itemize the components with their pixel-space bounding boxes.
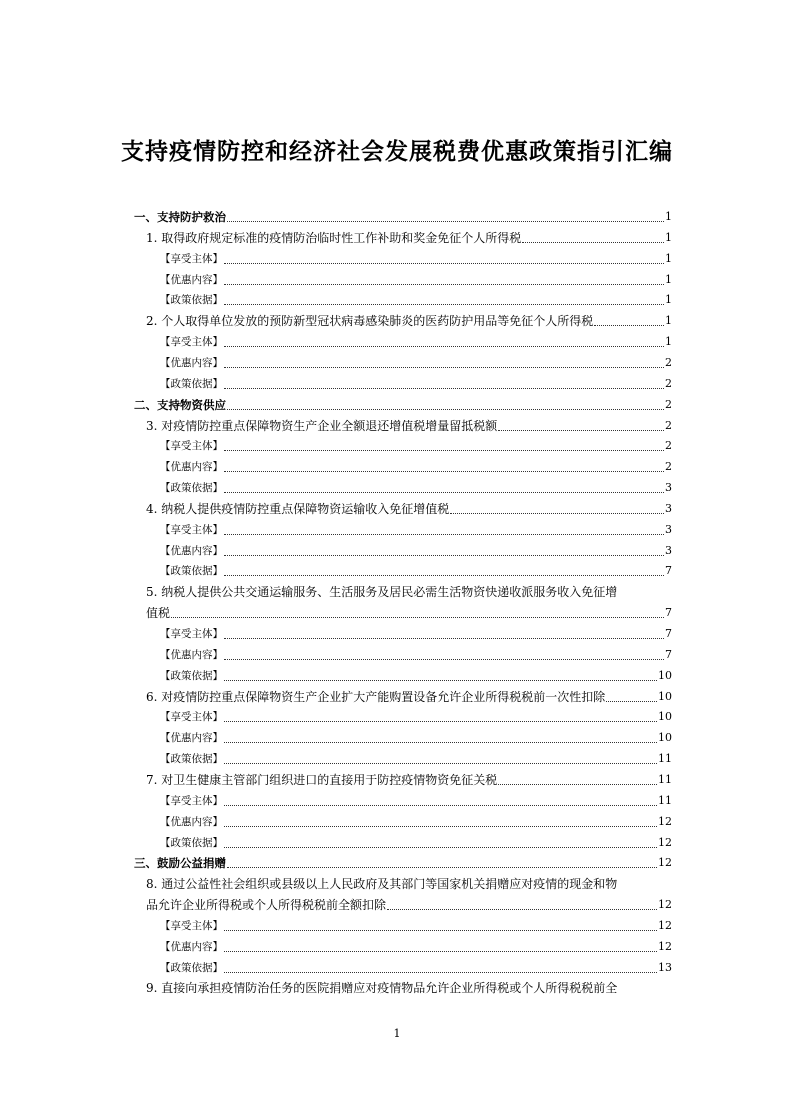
toc-entry-text: 【政策依据】 [160,836,223,849]
toc-entry[interactable] [160,457,672,477]
toc-entry-text: 【优惠内容】 [160,544,223,557]
toc-entry[interactable] [160,478,672,498]
toc-entry-text: 【享受主体】 [160,919,223,932]
dot-leader [224,930,657,931]
dot-leader [224,680,657,681]
dot-leader [227,867,657,868]
toc-entry[interactable] [146,416,672,436]
dot-leader [224,826,657,827]
toc-page-number: 3 [665,522,672,536]
toc-entry-text: 品允许企业所得税或个人所得税税前全额扣除 [146,898,387,913]
toc-entry-text: 【享受主体】 [160,440,223,453]
dot-leader [498,784,657,785]
toc-page-number: 1 [665,272,672,286]
dot-leader [224,555,664,556]
dot-leader [224,367,664,368]
toc-entry[interactable] [146,770,672,790]
toc-entry-text-line1[interactable]: 8. 通过公益性社会组织或县级以上人民政府及其部门等国家机关捐赠应对疫情的现金和物 [146,877,618,892]
toc-page-number: 12 [658,835,672,849]
toc-entry[interactable] [160,270,672,290]
toc-entry[interactable] [160,541,672,561]
toc-entry[interactable] [160,374,672,394]
toc-page-number: 3 [665,543,672,557]
toc-entry-text: 值税 [146,606,171,621]
toc-entry[interactable] [160,332,672,352]
toc-entry-text: 【优惠内容】 [160,940,223,953]
page-number: 1 [393,1027,401,1040]
dot-leader [224,763,657,764]
toc-entry-text: 【享受主体】 [160,711,223,724]
toc-entry-text: 【优惠内容】 [160,815,223,828]
toc-entry[interactable] [160,812,672,832]
toc-entry-text-line1[interactable]: 5. 纳税人提供公共交通运输服务、生活服务及居民必需生活物资快递收派服务收入免征增 [146,585,618,600]
toc-entry[interactable] [160,749,672,769]
toc-entry[interactable] [134,207,672,227]
toc-entry-text: 【政策依据】 [160,482,223,495]
toc-page-number: 2 [665,439,672,453]
dot-leader [224,721,657,722]
toc-entry-text: 1. 取得政府规定标准的疫情防治临时性工作补助和奖金免征个人所得税 [146,230,522,245]
toc-page-number: 1 [665,251,672,265]
toc-entry-text-line1[interactable]: 9. 直接向承担疫情防治任务的医院捐赠应对疫情物品允许企业所得税或个人所得税税前全 [146,981,618,996]
toc-page-number: 2 [665,397,672,411]
toc-page-number: 7 [665,564,672,578]
toc-page-number: 1 [665,210,672,223]
toc-entry-text: 【优惠内容】 [160,273,223,286]
toc-entry[interactable] [146,687,672,707]
toc-page-number: 12 [658,898,672,912]
toc-page-number: 7 [665,647,672,661]
toc-entry-text: 2. 个人取得单位发放的预防新型冠状病毒感染肺炎的医药防护用品等免征个人所得税 [146,314,594,329]
toc-entry[interactable] [134,853,672,873]
toc-page-number: 2 [665,460,672,474]
dot-leader [227,409,664,410]
toc-entry-text: 4. 纳税人提供疫情防控重点保障物资运输收入免征增值税 [146,501,450,516]
dot-leader [224,304,664,305]
toc-entry[interactable] [160,958,672,978]
toc-entry[interactable] [160,520,672,540]
toc-entry[interactable] [160,645,672,665]
dot-leader [594,325,664,326]
toc-entry[interactable] [160,916,672,936]
dot-leader [450,513,664,514]
toc-entry-text: 【享受主体】 [160,794,223,807]
toc-page-number: 1 [665,314,672,328]
toc-page-number: 1 [665,335,672,349]
dot-leader [224,847,657,848]
toc-entry[interactable] [160,249,672,269]
toc-entry-text: 7. 对卫生健康主管部门组织进口的直接用于防控疫情物资免征关税 [146,772,498,787]
dot-leader [224,388,664,389]
toc-entry[interactable] [160,666,672,686]
dot-leader [498,430,664,431]
toc-entry[interactable] [160,353,672,373]
toc-page-number: 1 [665,293,672,307]
toc-entry-text: 【优惠内容】 [160,732,223,745]
toc-entry-text: 【优惠内容】 [160,461,223,474]
toc-page-number: 12 [658,918,672,932]
toc-entry[interactable] [146,311,672,331]
toc-page-number: 2 [665,355,672,369]
dot-leader [224,805,657,806]
toc-page-number: 3 [665,501,672,515]
dot-leader [171,617,664,618]
toc-entry-text: 【优惠内容】 [160,356,223,369]
toc-entry-text: 三、鼓励公益捐赠 [134,856,226,871]
toc-entry[interactable] [160,937,672,957]
toc-page-number: 10 [658,668,672,682]
toc-entry-text: 【享受主体】 [160,252,223,265]
toc-entry[interactable] [160,833,672,853]
toc-entry-text: 【政策依据】 [160,294,223,307]
toc-entry[interactable] [160,624,672,644]
toc-page-number: 12 [658,856,672,870]
toc-entry[interactable] [160,561,672,581]
toc-entry-text: 3. 对疫情防控重点保障物资生产企业全额退还增值税增量留抵税额 [146,418,498,433]
toc-entry-text: 【政策依据】 [160,753,223,766]
toc-entry[interactable] [160,290,672,310]
table-of-contents [0,207,794,1017]
toc-page-number: 10 [658,731,672,745]
toc-page-number: 7 [665,627,672,640]
toc-page-number: 2 [665,376,672,390]
dot-leader [606,701,657,702]
dot-leader [224,471,664,472]
toc-entry-text: 【享受主体】 [160,523,223,536]
toc-entry-text: 【享受主体】 [160,628,223,640]
document-title: 支持疫情防控和经济社会发展税费优惠政策指引汇编 [121,138,673,165]
toc-entry-text: 【政策依据】 [160,961,223,974]
dot-leader [387,909,657,910]
dot-leader [224,346,664,347]
toc-page-number: 11 [658,752,672,766]
dot-leader [224,659,664,660]
toc-entry[interactable] [160,436,672,456]
toc-entry-text: 【政策依据】 [160,377,223,390]
toc-page-number: 2 [665,418,672,432]
toc-entry-text: 二、支持物资供应 [134,397,226,412]
dot-leader [224,742,657,743]
toc-entry[interactable] [160,791,672,811]
toc-page-number: 3 [665,481,672,495]
dot-leader [224,534,664,535]
toc-page-number: 7 [665,606,672,620]
toc-entry[interactable] [160,728,672,748]
dot-leader [224,263,664,264]
toc-page-number: 1 [665,230,672,244]
dot-leader [227,221,664,222]
toc-entry-text: 【政策依据】 [160,565,223,578]
toc-entry[interactable] [146,228,672,248]
dot-leader [224,492,664,493]
toc-entry[interactable] [146,895,672,915]
dot-leader [224,450,664,451]
toc-page-number: 10 [658,689,672,703]
dot-leader [224,284,664,285]
toc-entry[interactable] [146,603,672,623]
toc-page-number: 12 [658,939,672,953]
toc-entry[interactable] [160,707,672,727]
toc-entry-text: 【政策依据】 [160,669,223,682]
toc-page-number: 11 [658,772,672,786]
toc-entry-text: 【享受主体】 [160,336,223,349]
dot-leader [522,242,664,243]
toc-page-number: 10 [658,710,672,724]
dot-leader [224,638,664,639]
toc-page-number: 13 [658,960,672,974]
toc-page-number: 12 [658,814,672,828]
toc-entry-text: 一、支持防护救治 [134,210,226,224]
toc-page-number: 11 [658,793,672,807]
toc-entry[interactable] [146,499,672,519]
toc-entry[interactable] [134,395,672,415]
toc-entry-text: 6. 对疫情防控重点保障物资生产企业扩大产能购置设备允许企业所得税税前一次性扣除 [146,689,606,704]
toc-entry-text: 【优惠内容】 [160,648,223,661]
dot-leader [224,951,657,952]
dot-leader [224,972,657,973]
dot-leader [224,575,664,576]
